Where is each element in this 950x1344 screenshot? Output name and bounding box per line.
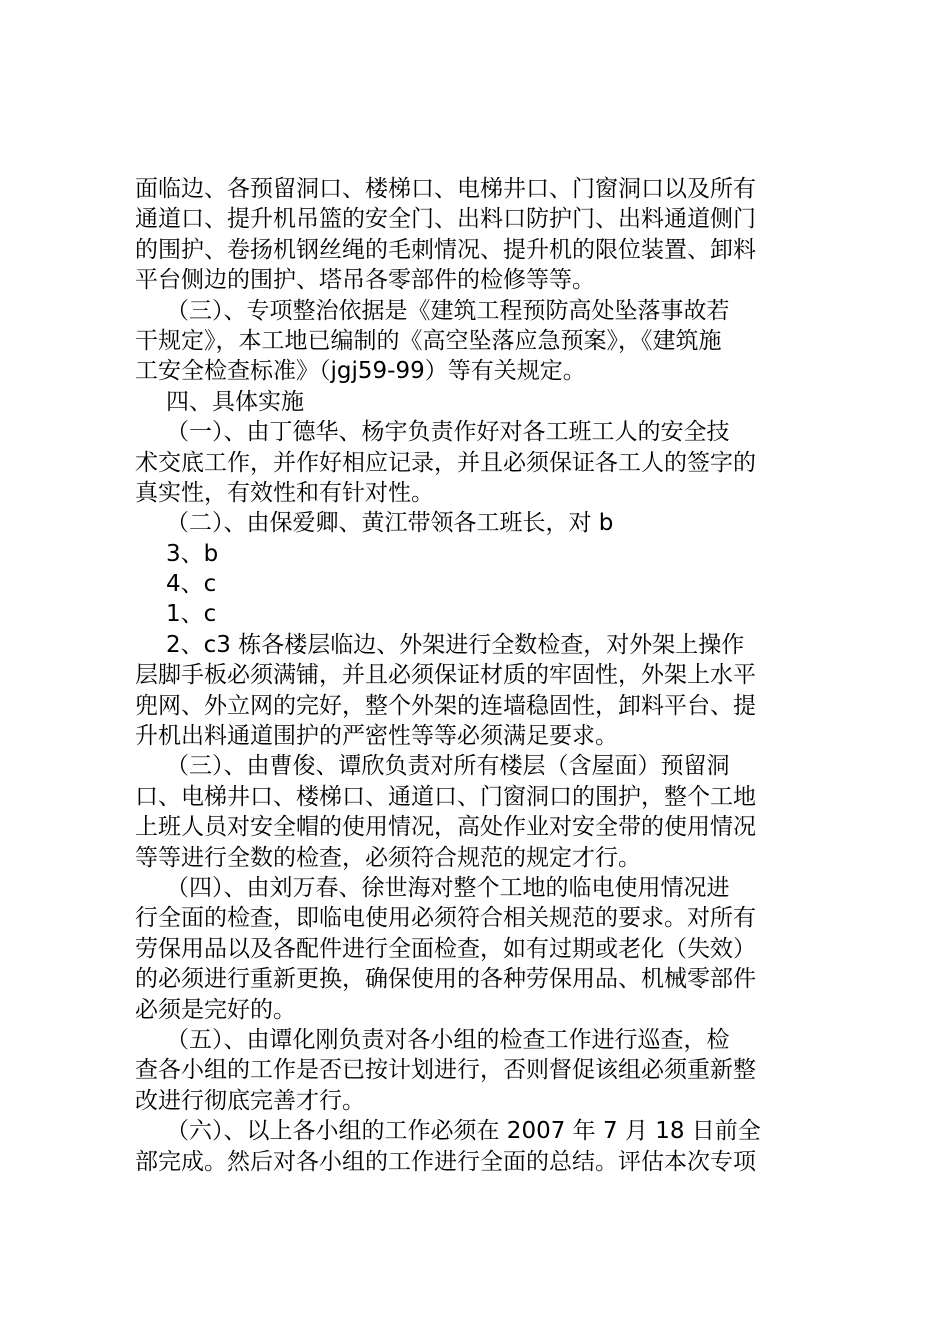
text-line: 3、b (166, 540, 219, 567)
text-line: （一）、由丁德华、杨宇负责作好对各工班工人的安全技 (166, 419, 730, 446)
text-line: 必须是完好的。 (135, 996, 296, 1023)
text-line: 上班人员对安全帽的使用情况，高处作业对安全带的使用情况 (135, 814, 756, 841)
text-line: （五）、由谭化刚负责对各小组的检查工作进行巡查，检 (166, 1026, 730, 1053)
text-line: 真实性，有效性和有针对性。 (135, 479, 434, 506)
text-line: 通道口、提升机吊篮的安全门、出料口防护门、出料通道侧门 (135, 206, 756, 233)
text-line: 的围护、卷扬机钢丝绳的毛刺情况、提升机的限位装置、卸料 (135, 236, 756, 263)
text-line: 等等进行全数的检查，必须符合规范的规定才行。 (135, 844, 641, 871)
text-line: （四）、由刘万春、徐世海对整个工地的临电使用情况进 (166, 874, 730, 901)
text-line: 行全面的检查，即临电使用必须符合相关规范的要求。对所有 (135, 905, 756, 932)
document-body (135, 174, 835, 1177)
text-line: 的必须进行重新更换，确保使用的各种劳保用品、机械零部件 (135, 966, 756, 993)
text-line: 干规定》，本工地已编制的《高空坠落应急预案》，《建筑施 (135, 327, 722, 354)
text-line: （二）、由保爱卿、黄江带领各工班长，对 b (166, 510, 614, 537)
text-line: 四、具体实施 (166, 388, 304, 415)
text-line: （三）、专项整治依据是《建筑工程预防高处坠落事故若 (166, 297, 730, 324)
text-line: 劳保用品以及各配件进行全面检查，如有过期或老化（失效） (135, 935, 756, 962)
text-line: 层脚手板必须满铺，并且必须保证材质的牢固性，外架上水平 (135, 662, 756, 689)
text-line: 术交底工作，并作好相应记录，并且必须保证各工人的签字的 (135, 449, 756, 476)
text-line: 4、c (166, 571, 217, 598)
text-line: 1、c (166, 601, 217, 628)
text-line: （三）、由曹俊、谭欣负责对所有楼层（含屋面）预留洞 (166, 753, 730, 780)
text-line: 部完成。然后对各小组的工作进行全面的总结。评估本次专项 (135, 1148, 756, 1175)
text-line: 平台侧边的围护、塔吊各零部件的检修等等。 (135, 267, 595, 294)
text-line: 升机出料通道围护的严密性等等必须满足要求。 (135, 723, 618, 750)
text-line: （六）、以上各小组的工作必须在 2007 年 7 月 18 日前全 (166, 1118, 761, 1145)
text-line: 口、电梯井口、楼梯口、通道口、门窗洞口的围护，整个工地 (135, 783, 756, 810)
text-line: 改进行彻底完善才行。 (135, 1087, 365, 1114)
text-line: 2、c3 栋各楼层临边、外架进行全数检查，对外架上操作 (166, 631, 745, 658)
text-line: 兜网、外立网的完好，整个外架的连墙稳固性，卸料平台、提 (135, 692, 756, 719)
text-line: 工安全检查标准》（jgj59-99）等有关规定。 (135, 358, 586, 385)
text-line: 面临边、各预留洞口、楼梯口、电梯井口、门窗洞口以及所有 (135, 176, 756, 202)
text-line: 查各小组的工作是否已按计划进行，否则督促该组必须重新整 (135, 1057, 756, 1084)
